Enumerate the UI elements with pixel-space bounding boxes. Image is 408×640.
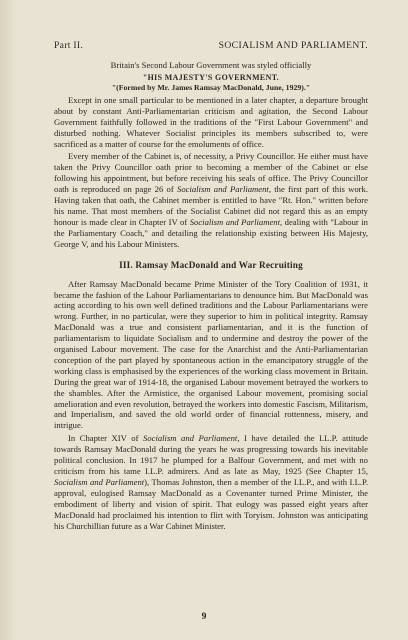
paragraph: After Ramsay MacDonald became Prime Minister of the Tory Coalition of 1931, it became the fashion of the Labour Parliamentarians to denounce him. But MacDonald was acting according to his own well defined traditions and the Labour Parliamentarians were wrong. Further, in no particular, were they superior to him in political integrity. Ramsay MacDonald was a true and consistent parliamentarian, and it is the function of parliamentarism to liquidate Socialism and to undermine and destroy the power of the organised Labour movement. The case for the Anarchist and the Anti-Parliamentarian conception of the part played by spontaneous action in the emancipatory struggle of the working class is emphasised by the experiences of the working class movement in Britain. During the great war of 1914-18, the organised Labour movement betrayed the workers to the shambles. After the Armistice, the organised Labour movement, promising social amelioration and even revolution, betrayed the workers into domestic Fascism, Militarism, and Imperialism, and saved the old world order of financial rottenness, misery, and intrigue. xyxy=(54,278,368,431)
book-title: Socialism and Parliament xyxy=(189,216,280,227)
intro-line: Britain's Second Labour Government was styled officially xyxy=(110,60,312,70)
header-part: Part II. xyxy=(54,40,84,51)
book-title: Socialism and Parliament xyxy=(177,184,269,195)
running-header xyxy=(54,40,368,51)
paragraph: In Chapter XIV of Socialism and Parliament, I have detailed the I.L.P. attitude towards Ramsay MacDonald during the years he was progressing towards his inevitable political conclusion. In 1917 he plumped for a Balfour Government, and met with no criticism from his tame I.L.P. admirers. And as late as May, 1925 (See Chapter 15, Socialism and Parliament), Thomas Johnston, then a member of the I.L.P., and with I.L.P. approval, eulogised Ramsay MacDonald as a Covenanter turned Prime Minister, the embodiment of liberty and vision of spirit. That eulogy was passed eight years after MacDonald had proclaimed his intention to flirt with Toryism. Johnston was anticipating his Churchillian future as a War Cabinet Minister. xyxy=(54,433,368,531)
book-title: Socialism and Parliament xyxy=(54,476,145,487)
section-heading: III. Ramsay MacDonald and War Recruiting xyxy=(119,259,303,270)
paragraph: Except in one small particular to be mentioned in a later chapter, a departure brought about by constant Anti-Parliamentarian criticism and agitation, the Second Labour Government faithfully followed in the traditions of the "First Labour Government" and disturbed nothing. Whatever Socialist principles its members subscribed to, were sacrificed as a matter of course for the emoluments of office. xyxy=(54,94,368,149)
paragraph: Every member of the Cabinet is, of necessity, a Privy Councillor. He either must have taken the Privy Councillor oath prior to becoming a member of the Cabinet or else following his appointment, but before receiving his seals of office. The Privy Councillor oath is reproduced on page 26 of Socialism and Parliament, the first part of this work. Having taken that oath, the Cabinet member is entitled to have "Rt. Hon." written before his name. That most members of the Socialist Cabinet did not regard this as an empty honour is made clear in Chapter IV of Socialism and Parliament, dealing with "Labour in the Parliamentary Coach," and detailing the relationship existing between His Majesty, George V, and his Labour Ministers. xyxy=(54,151,368,249)
official-title: "HIS MAJESTY'S GOVERNMENT. xyxy=(142,72,280,82)
book-title: Socialism and Parliament xyxy=(142,433,238,444)
official-subtitle: "(Formed by Mr. James Ramsay MacDonald, June, 1929)." xyxy=(111,82,311,92)
page-number: 9 xyxy=(201,612,207,622)
header-title: SOCIALISM AND PARLIAMENT. xyxy=(218,40,368,51)
